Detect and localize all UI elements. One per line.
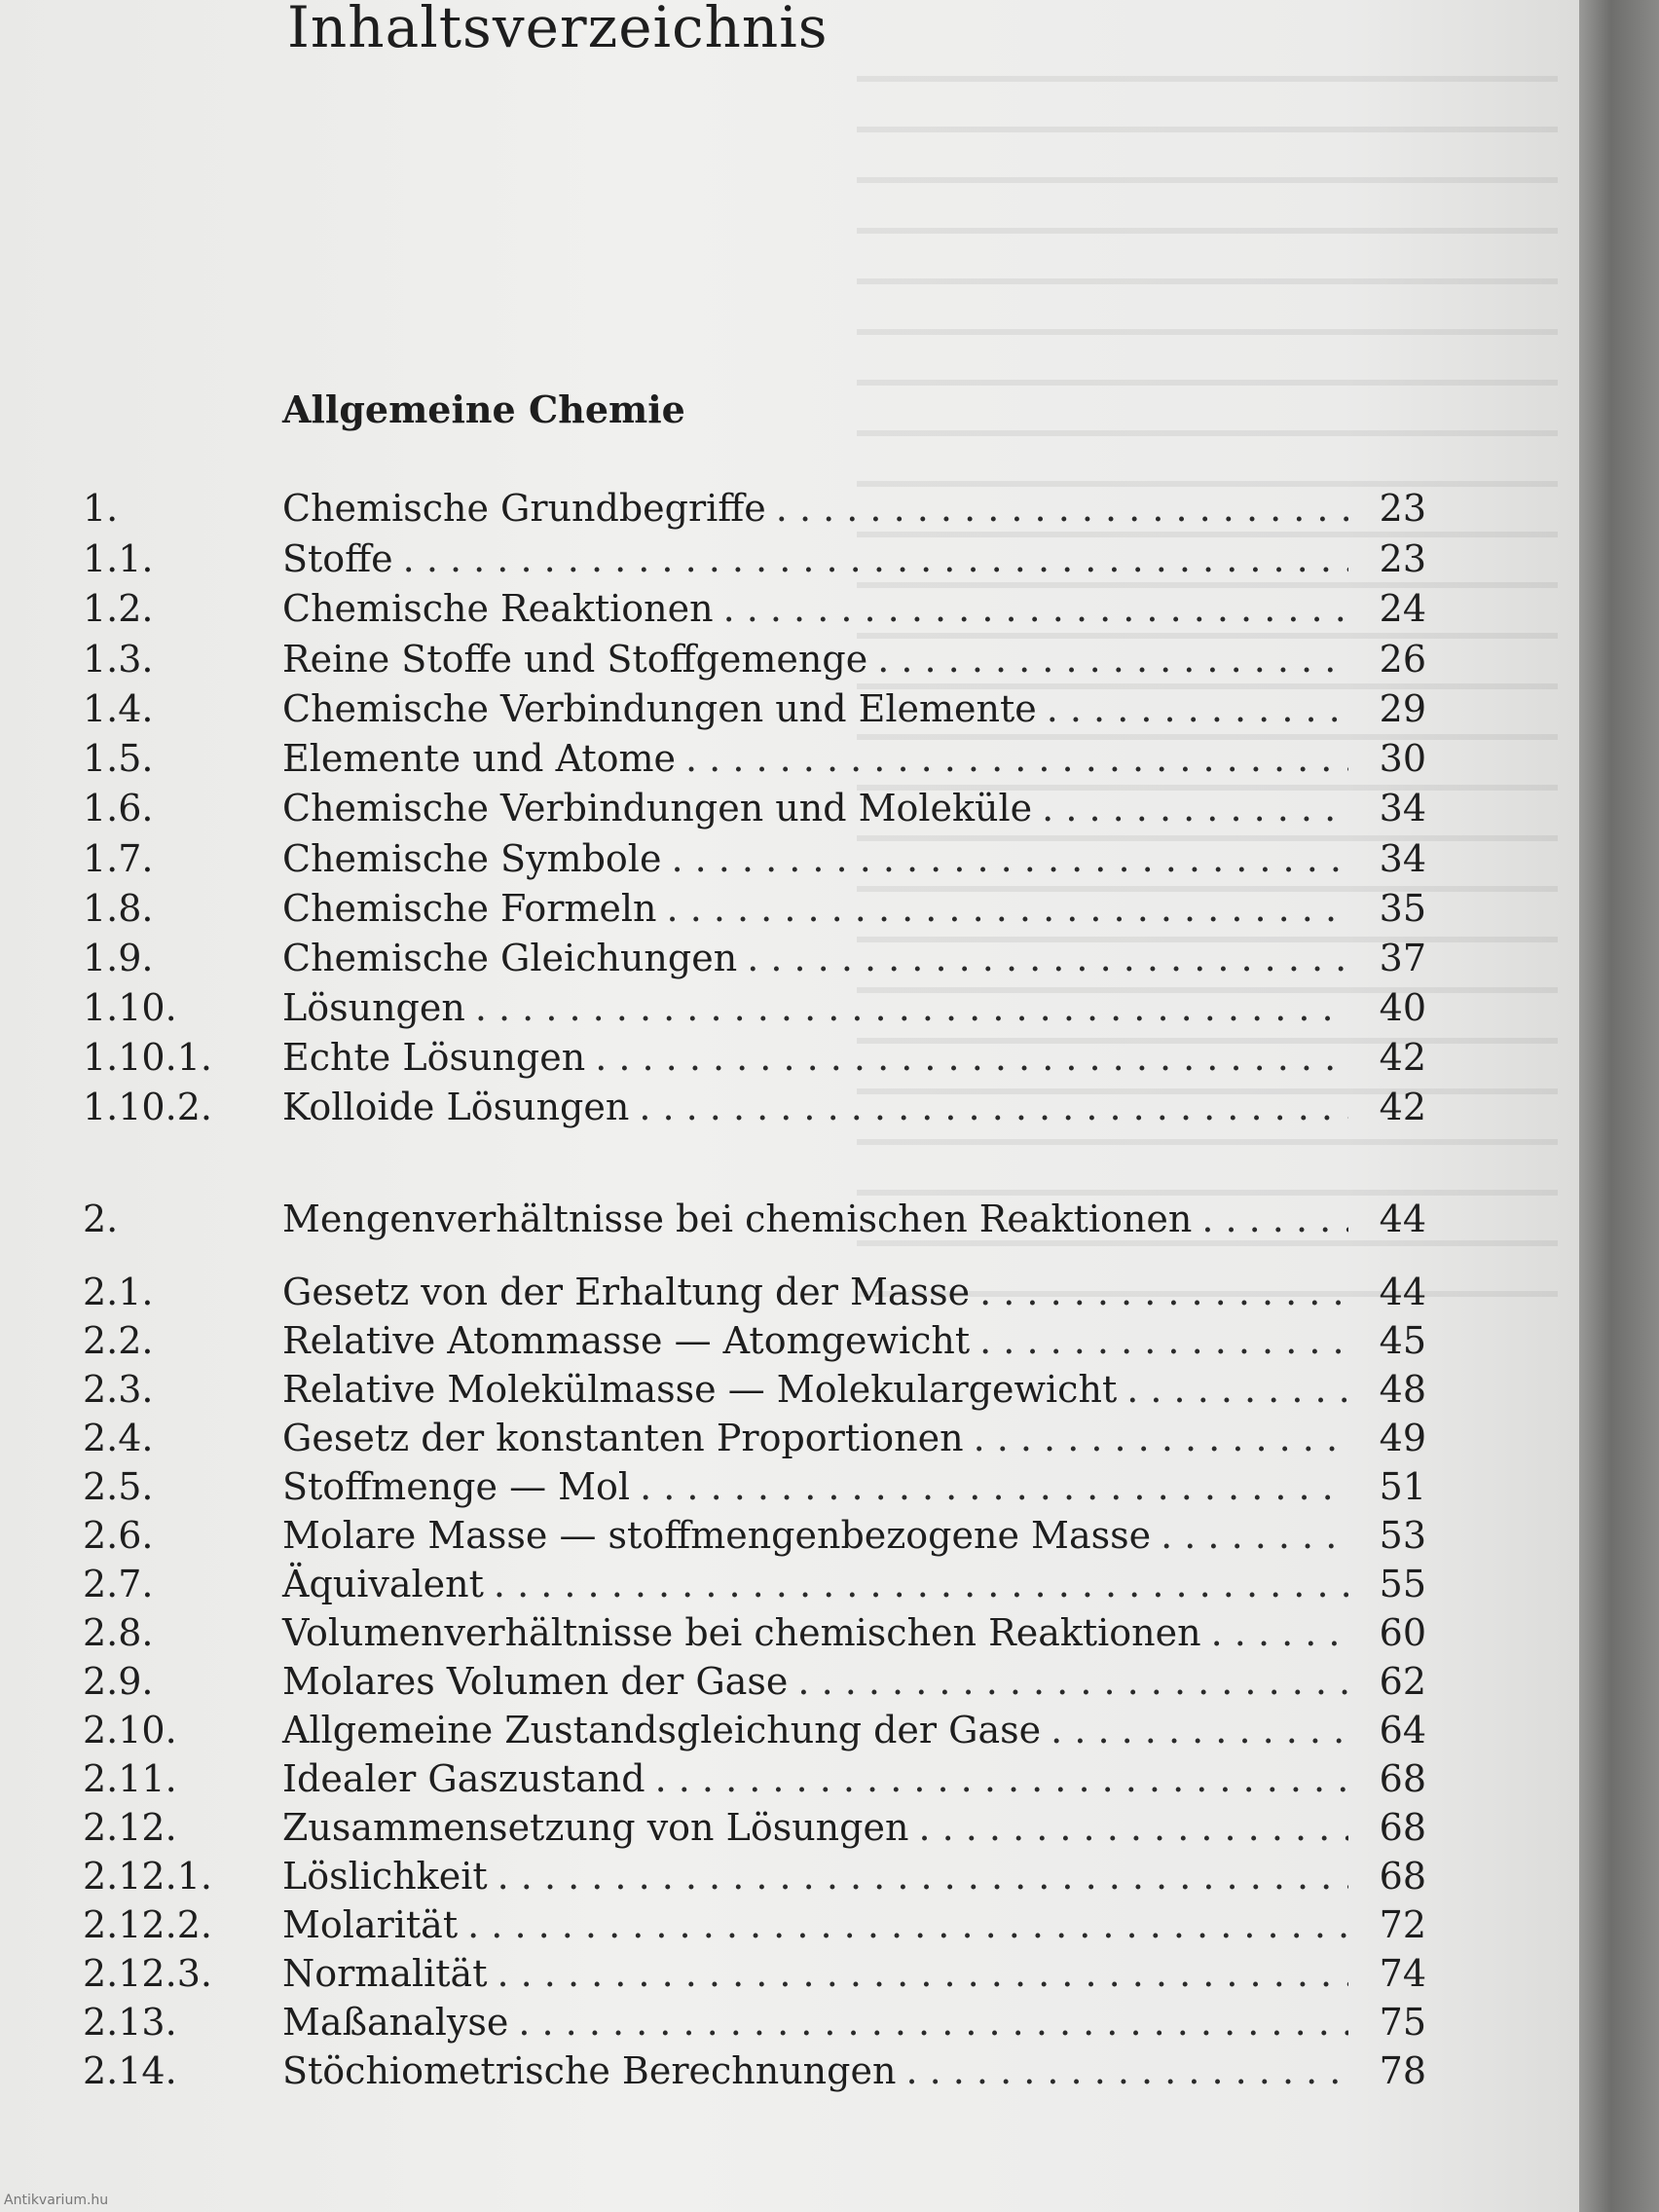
- toc-entry-page: 64: [1379, 1709, 1426, 1751]
- toc-entry-number: 1.10.: [83, 986, 177, 1029]
- toc-entry-title: Chemische Symbole: [282, 837, 662, 880]
- toc-entry-title: Kolloide Lösungen: [282, 1086, 630, 1128]
- toc-entry-title: Allgemeine Zustandsgleichung der Gase: [282, 1709, 1042, 1751]
- toc-entry-title: Mengenverhältnisse bei chemischen Reaktionen: [282, 1198, 1193, 1240]
- toc-entry: [83, 1319, 1426, 1370]
- toc-entry-page: 23: [1379, 487, 1426, 530]
- toc-entry-page: 34: [1379, 787, 1426, 830]
- toc-entry-page: 74: [1379, 1952, 1426, 1995]
- toc-entry-page: 29: [1379, 687, 1426, 730]
- toc-entry: [83, 1198, 1426, 1248]
- toc-entry-page: 37: [1379, 937, 1426, 979]
- toc-entry-page: 23: [1379, 537, 1426, 580]
- page-title: Inhaltsverzeichnis: [287, 0, 829, 60]
- toc-entry-title: Volumenverhältnisse bei chemischen Reaktionen: [282, 1611, 1201, 1654]
- toc-entry-page: 45: [1379, 1319, 1426, 1362]
- dot-leader: [797, 1660, 1348, 1703]
- toc-entry: [83, 1660, 1426, 1711]
- watermark: Antikvarium.hu: [4, 2193, 109, 2208]
- toc-entry: [83, 537, 1426, 588]
- dot-leader: [1161, 1514, 1348, 1557]
- toc-entry-page: 42: [1379, 1036, 1426, 1079]
- toc-entry-number: 2.: [83, 1198, 119, 1240]
- toc-entry-number: 2.12.3.: [83, 1952, 212, 1995]
- toc-entry: [83, 1709, 1426, 1759]
- toc-entry-title: Chemische Verbindungen und Moleküle: [282, 787, 1033, 830]
- dot-leader: [671, 837, 1348, 880]
- toc-entry-page: 51: [1379, 1465, 1426, 1508]
- toc-entry-page: 42: [1379, 1086, 1426, 1128]
- toc-entry-title: Relative Molekülmasse — Molekulargewicht: [282, 1368, 1118, 1411]
- toc-entry-number: 2.5.: [83, 1465, 154, 1508]
- toc-entry-title: Stöchiometrische Berechnungen: [282, 2049, 897, 2092]
- toc-entry: [83, 2001, 1426, 2051]
- toc-entry-page: 44: [1379, 1271, 1426, 1313]
- dot-leader: [467, 1903, 1348, 1946]
- toc-entry: [83, 1417, 1426, 1467]
- toc-entry-number: 2.3.: [83, 1368, 154, 1411]
- toc-entry: [83, 1271, 1426, 1321]
- toc-entry: [83, 986, 1426, 1037]
- toc-entry: [83, 1757, 1426, 1808]
- toc-entry-number: 2.1.: [83, 1271, 154, 1313]
- toc-entry-title: Chemische Reaktionen: [282, 587, 714, 630]
- section-heading: Allgemeine Chemie: [282, 387, 685, 431]
- toc-entry: [83, 687, 1426, 738]
- toc-entry-title: Maßanalyse: [282, 2001, 509, 2044]
- toc-entry-title: Chemische Gleichungen: [282, 937, 738, 979]
- toc-entry: [83, 737, 1426, 788]
- toc-entry-title: Chemische Formeln: [282, 887, 657, 930]
- toc-entry-number: 1.5.: [83, 737, 154, 780]
- dot-leader: [494, 1563, 1348, 1605]
- dot-leader: [403, 537, 1348, 580]
- dot-leader: [1211, 1611, 1348, 1654]
- dot-leader: [776, 487, 1348, 530]
- toc-entry-number: 1.2.: [83, 587, 154, 630]
- page-edge: [1579, 0, 1659, 2212]
- toc-entry-title: Normalität: [282, 1952, 488, 1995]
- toc-entry-page: 34: [1379, 837, 1426, 880]
- toc-entry: [83, 787, 1426, 837]
- toc-entry-number: 2.9.: [83, 1660, 154, 1703]
- toc-entry-number: 2.12.1.: [83, 1855, 212, 1898]
- toc-entry-title: Löslichkeit: [282, 1855, 488, 1898]
- toc-entry: [83, 1806, 1426, 1857]
- dot-leader: [877, 638, 1348, 681]
- toc-entry-number: 1.7.: [83, 837, 154, 880]
- toc-entry: [83, 638, 1426, 688]
- toc-entry-title: Stoffmenge — Mol: [282, 1465, 631, 1508]
- toc-entry: [83, 1903, 1426, 1954]
- toc-entry: [83, 1086, 1426, 1136]
- toc-entry-page: 55: [1379, 1563, 1426, 1605]
- toc-entry-page: 26: [1379, 638, 1426, 681]
- toc-entry-number: 2.8.: [83, 1611, 154, 1654]
- toc-entry: [83, 837, 1426, 888]
- toc-entry-title: Idealer Gaszustand: [282, 1757, 645, 1800]
- toc-entry-number: 2.11.: [83, 1757, 177, 1800]
- toc-entry-title: Gesetz der konstanten Proportionen: [282, 1417, 964, 1459]
- toc-entry-page: 68: [1379, 1806, 1426, 1849]
- toc-entry-number: 2.13.: [83, 2001, 177, 2044]
- dot-leader: [1051, 1709, 1348, 1751]
- toc-entry-title: Chemische Verbindungen und Elemente: [282, 687, 1037, 730]
- dot-leader: [918, 1806, 1348, 1849]
- toc-entry-number: 1.8.: [83, 887, 154, 930]
- toc-entry-title: Stoffe: [282, 537, 393, 580]
- toc-entry-title: Molarität: [282, 1903, 459, 1946]
- toc-entry: [83, 1368, 1426, 1419]
- toc-entry: [83, 1611, 1426, 1662]
- toc-entry-page: 68: [1379, 1757, 1426, 1800]
- dot-leader: [639, 1086, 1348, 1128]
- toc-entry: [83, 487, 1426, 537]
- toc-entry-page: 75: [1379, 2001, 1426, 2044]
- toc-entry-page: 68: [1379, 1855, 1426, 1898]
- toc-entry: [83, 1855, 1426, 1905]
- toc-entry: [83, 937, 1426, 987]
- dot-leader: [1042, 787, 1348, 830]
- toc-entry-number: 2.7.: [83, 1563, 154, 1605]
- toc-entry-title: Echte Lösungen: [282, 1036, 586, 1079]
- toc-entry-number: 2.4.: [83, 1417, 154, 1459]
- toc-entry-number: 2.12.2.: [83, 1903, 212, 1946]
- toc-entry: [83, 1465, 1426, 1516]
- toc-entry: [83, 1036, 1426, 1087]
- toc-entry-number: 1.10.2.: [83, 1086, 212, 1128]
- toc-entry-title: Äquivalent: [282, 1563, 484, 1605]
- toc-entry-page: 48: [1379, 1368, 1426, 1411]
- dot-leader: [640, 1465, 1348, 1508]
- toc-entry-number: 1.6.: [83, 787, 154, 830]
- toc-entry-number: 2.2.: [83, 1319, 154, 1362]
- toc-entry-page: 24: [1379, 587, 1426, 630]
- dot-leader: [905, 2049, 1348, 2092]
- toc-entry-title: Relative Atommasse — Atomgewicht: [282, 1319, 971, 1362]
- toc-entry-title: Elemente und Atome: [282, 737, 677, 780]
- toc-entry-number: 1.9.: [83, 937, 154, 979]
- dot-leader: [655, 1757, 1348, 1800]
- toc-entry-page: 35: [1379, 887, 1426, 930]
- dot-leader: [667, 887, 1348, 930]
- toc-entry-page: 53: [1379, 1514, 1426, 1557]
- toc-entry-number: 1.: [83, 487, 119, 530]
- dot-leader: [747, 937, 1348, 979]
- dot-leader: [1126, 1368, 1348, 1411]
- toc-entry-page: 62: [1379, 1660, 1426, 1703]
- dot-leader: [1047, 687, 1348, 730]
- dot-leader: [723, 587, 1348, 630]
- toc-entry: [83, 1514, 1426, 1565]
- dot-leader: [974, 1417, 1348, 1459]
- toc-entry-number: 1.10.1.: [83, 1036, 212, 1079]
- toc-entry-page: 44: [1379, 1198, 1426, 1240]
- toc-entry-number: 2.12.: [83, 1806, 177, 1849]
- toc-entry-number: 1.4.: [83, 687, 154, 730]
- toc-entry-title: Reine Stoffe und Stoffgemenge: [282, 638, 868, 681]
- toc-entry: [83, 587, 1426, 638]
- toc-entry-page: 60: [1379, 1611, 1426, 1654]
- toc-entry-page: 40: [1379, 986, 1426, 1029]
- dot-leader: [518, 2001, 1348, 2044]
- toc-entry-title: Chemische Grundbegriffe: [282, 487, 766, 530]
- dot-leader: [595, 1036, 1348, 1079]
- toc-entry-page: 30: [1379, 737, 1426, 780]
- toc-entry-page: 49: [1379, 1417, 1426, 1459]
- toc-entry-number: 2.6.: [83, 1514, 154, 1557]
- dot-leader: [475, 986, 1348, 1029]
- dot-leader: [685, 737, 1348, 780]
- toc-entry-number: 1.1.: [83, 537, 154, 580]
- toc-entry-number: 1.3.: [83, 638, 154, 681]
- toc-entry-title: Zusammensetzung von Lösungen: [282, 1806, 909, 1849]
- toc-entry-number: 2.10.: [83, 1709, 177, 1751]
- dot-leader: [1201, 1198, 1348, 1240]
- dot-leader: [979, 1271, 1348, 1313]
- dot-leader: [497, 1952, 1348, 1995]
- toc-entry-title: Molares Volumen der Gase: [282, 1660, 789, 1703]
- toc-entry-number: 2.14.: [83, 2049, 177, 2092]
- dot-leader: [498, 1855, 1348, 1898]
- toc-entry-title: Gesetz von der Erhaltung der Masse: [282, 1271, 971, 1313]
- toc-entry: [83, 2049, 1426, 2100]
- toc-entry: [83, 1563, 1426, 1613]
- toc-entry-title: Molare Masse — stoffmengenbezogene Masse: [282, 1514, 1152, 1557]
- toc-entry-page: 72: [1379, 1903, 1426, 1946]
- toc-entry-page: 78: [1379, 2049, 1426, 2092]
- dot-leader: [979, 1319, 1348, 1362]
- toc-entry: [83, 887, 1426, 938]
- toc-entry-title: Lösungen: [282, 986, 465, 1029]
- toc-entry: [83, 1952, 1426, 2003]
